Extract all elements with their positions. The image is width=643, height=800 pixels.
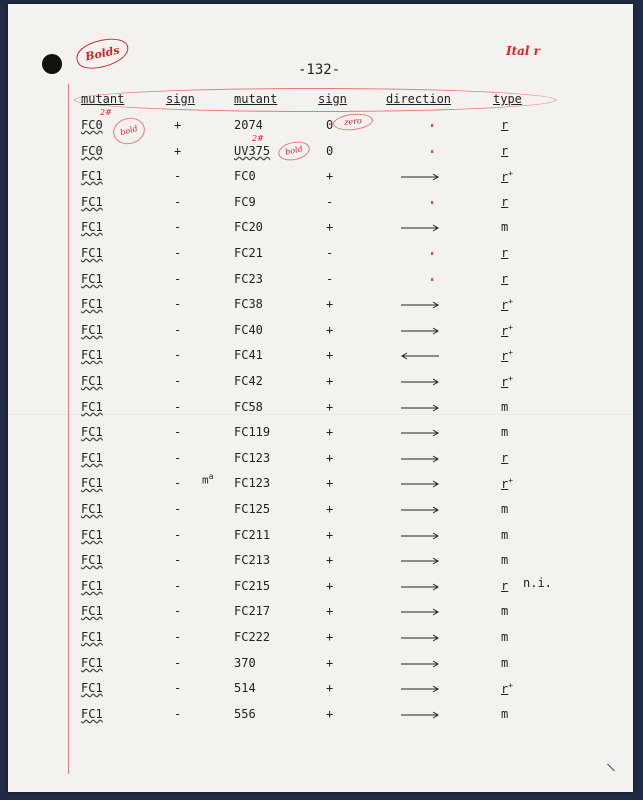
sup-mark-2: 2# (252, 134, 264, 143)
arrow-right-icon (400, 327, 440, 335)
sign-1-cell: - (174, 451, 182, 465)
type-cell (501, 272, 508, 286)
arrow-right-icon (400, 660, 440, 668)
arrow-right-icon (400, 506, 440, 514)
arrow-right-icon (400, 634, 440, 642)
mutant-2-cell: FC21 (234, 246, 263, 260)
type-value: r (501, 682, 509, 696)
mutant-1-cell: FC1 (81, 195, 103, 209)
mutant-1-cell: FC1 (81, 220, 103, 234)
sign-1-cell: - (174, 476, 182, 490)
sign-2-cell: + (326, 425, 334, 439)
red-dot-mark (431, 278, 433, 281)
header-sign-1: sign (166, 92, 195, 106)
mutant-1-cell: FC1 (81, 272, 103, 286)
arrow-right-icon (400, 608, 440, 616)
sign-2-cell: + (326, 348, 334, 362)
sign-2-cell: + (326, 502, 334, 516)
sign-1-cell: - (174, 323, 182, 337)
arrow-right-icon (400, 455, 440, 463)
sign-2-cell: + (326, 374, 334, 388)
document-page (8, 4, 633, 792)
mutant-1-cell: FC1 (81, 476, 103, 490)
type-value: r (501, 451, 509, 465)
sign-1-cell: - (174, 681, 182, 695)
mutant-1-cell: FC1 (81, 169, 103, 183)
mutant-2-cell: FC215 (234, 579, 271, 593)
mutant-2-cell: FC0 (234, 169, 256, 183)
handwritten-ital-note: Ital r (506, 44, 540, 58)
arrow-right-icon (400, 429, 440, 437)
type-cell (501, 220, 508, 234)
mutant-2-cell: FC222 (234, 630, 271, 644)
mutant-2-cell: 370 (234, 656, 256, 670)
page-number: -132- (298, 62, 341, 78)
mutant-2-cell: FC217 (234, 604, 271, 618)
type-value: m (501, 630, 509, 644)
mutant-1-cell: FC1 (81, 502, 103, 516)
mutant-1-cell: FC1 (81, 400, 103, 414)
sign-1-cell: - (174, 502, 182, 516)
mutant-2-cell: FC9 (234, 195, 256, 209)
arrow-right-icon (400, 404, 440, 412)
type-value: r (501, 118, 509, 132)
type-value: r (501, 170, 509, 184)
type-value: r (501, 272, 509, 286)
ma-annotation (202, 472, 213, 487)
type-cell (501, 118, 508, 132)
mutant-2-cell: 2074 (234, 118, 263, 132)
mutant-1-cell: FC1 (81, 297, 103, 311)
sign-2-cell: - (326, 272, 334, 286)
sign-2-cell: + (326, 220, 334, 234)
type-superscript: + (508, 681, 514, 690)
sign-1-cell: - (174, 604, 182, 618)
mutant-1-cell: FC1 (81, 579, 103, 593)
mutant-2-cell: FC211 (234, 528, 271, 542)
type-value: m (501, 220, 509, 234)
type-value: r (501, 144, 509, 158)
ni-note: n.i. (523, 576, 552, 590)
red-dot-mark (431, 201, 433, 204)
type-cell (501, 323, 513, 338)
sign-1-cell: - (174, 553, 182, 567)
sign-1-cell: - (174, 348, 182, 362)
sign-1-cell: - (174, 169, 182, 183)
mutant-2-cell: FC40 (234, 323, 263, 337)
sign-1-cell: + (174, 144, 182, 158)
sign-1-cell: - (174, 707, 182, 721)
arrow-right-icon (400, 480, 440, 488)
type-value: r (501, 477, 509, 491)
mutant-1-cell: FC1 (81, 553, 103, 567)
mutant-1-cell: FC0 (81, 118, 103, 132)
type-cell (501, 374, 513, 389)
type-cell (501, 553, 508, 567)
arrow-right-icon (400, 685, 440, 693)
type-value: m (501, 707, 509, 721)
mutant-2-cell: UV375 (234, 144, 271, 158)
sign-2-cell: + (326, 451, 334, 465)
type-cell (501, 630, 508, 644)
sign-2-cell: + (326, 681, 334, 695)
header-red-oval (74, 88, 556, 112)
arrow-right-icon (400, 557, 440, 565)
type-value: r (501, 324, 509, 338)
type-value: r (501, 195, 509, 209)
type-value: m (501, 425, 509, 439)
mutant-1-cell: FC1 (81, 374, 103, 388)
mutant-1-cell: FC1 (81, 604, 103, 618)
sup-mark-1: 2# (100, 108, 112, 117)
ma-superscript: a (208, 472, 214, 481)
sign-1-cell: - (174, 374, 182, 388)
mutant-2-cell: FC123 (234, 451, 271, 465)
sign-1-cell: - (174, 579, 182, 593)
zero-circle-note: zero (332, 112, 373, 132)
header-sign-2: sign (318, 92, 347, 106)
mutant-2-cell: 514 (234, 681, 256, 695)
type-value: r (501, 375, 509, 389)
red-dot-mark (431, 124, 433, 127)
type-cell (501, 579, 508, 593)
sign-2-cell: + (326, 553, 334, 567)
sign-2-cell: + (326, 579, 334, 593)
sign-2-cell: + (326, 400, 334, 414)
sign-1-cell: - (174, 630, 182, 644)
arrow-right-icon (400, 224, 440, 232)
type-cell (501, 528, 508, 542)
type-cell (501, 400, 508, 414)
mutant-1-cell: FC1 (81, 630, 103, 644)
red-dot-mark (431, 252, 433, 255)
arrow-left-icon (400, 352, 440, 360)
sign-1-cell: - (174, 656, 182, 670)
arrow-right-icon (400, 532, 440, 540)
arrow-right-icon (400, 583, 440, 591)
header-mutant-1: mutant (81, 92, 125, 106)
sign-1-cell: - (174, 400, 182, 414)
type-value: m (501, 604, 509, 618)
sign-2-cell: + (326, 476, 334, 490)
type-cell (501, 656, 508, 670)
arrow-right-icon (400, 378, 440, 386)
mutant-1-cell: FC1 (81, 348, 103, 362)
sign-2-cell: + (326, 528, 334, 542)
sign-2-cell: + (326, 169, 334, 183)
type-cell (501, 297, 513, 312)
header-direction: direction (386, 92, 452, 106)
mutant-1-cell: FC1 (81, 707, 103, 721)
sign-1-cell: + (174, 118, 182, 132)
header-type: type (493, 92, 522, 106)
sign-2-cell: + (326, 630, 334, 644)
mutant-1-cell: FC1 (81, 656, 103, 670)
sign-2-cell: + (326, 297, 334, 311)
mutant-1-cell: FC1 (81, 425, 103, 439)
type-value: r (501, 579, 509, 593)
type-cell (501, 144, 508, 158)
sign-1-cell: - (174, 220, 182, 234)
mutant-2-cell: FC20 (234, 220, 263, 234)
type-superscript: + (508, 297, 514, 306)
sign-2-cell: + (326, 656, 334, 670)
type-cell (501, 451, 508, 465)
blue-pen-mark (607, 764, 615, 772)
mutant-2-cell: FC123 (234, 476, 271, 490)
red-margin-line (68, 84, 69, 774)
mutant-1-cell: FC1 (81, 681, 103, 695)
type-value: m (501, 528, 509, 542)
sign-2-cell: + (326, 707, 334, 721)
ma-text: m (202, 473, 209, 487)
sign-2-cell: - (326, 246, 334, 260)
bold-circle-note-1: bold (110, 114, 148, 147)
type-superscript: + (508, 323, 514, 332)
sign-2-cell: + (326, 323, 334, 337)
red-dot-mark (431, 150, 433, 153)
mutant-2-cell: FC119 (234, 425, 271, 439)
sign-1-cell: - (174, 195, 182, 209)
handwritten-bolds-note: Bolds (74, 35, 131, 72)
type-value: m (501, 400, 509, 414)
mutant-1-cell: FC1 (81, 451, 103, 465)
type-cell (501, 681, 513, 696)
mutant-2-cell: FC23 (234, 272, 263, 286)
mutant-2-cell: 556 (234, 707, 256, 721)
sign-2-cell: - (326, 195, 334, 209)
mutant-2-cell: FC125 (234, 502, 271, 516)
sign-2-cell: + (326, 604, 334, 618)
type-cell (501, 476, 513, 491)
sign-1-cell: - (174, 528, 182, 542)
type-value: r (501, 349, 509, 363)
mutant-1-cell: FC0 (81, 144, 103, 158)
type-superscript: + (508, 374, 514, 383)
mutant-2-cell: FC38 (234, 297, 263, 311)
mutant-2-cell: FC213 (234, 553, 271, 567)
type-superscript: + (508, 476, 514, 485)
type-cell (501, 348, 513, 363)
type-value: m (501, 502, 509, 516)
type-cell (501, 707, 508, 721)
mutant-1-cell: FC1 (81, 528, 103, 542)
sign-1-cell: - (174, 297, 182, 311)
sign-1-cell: - (174, 425, 182, 439)
type-cell (501, 246, 508, 260)
mutant-1-cell: FC1 (81, 246, 103, 260)
mutant-2-cell: FC41 (234, 348, 263, 362)
punch-hole (42, 54, 62, 74)
type-cell (501, 502, 508, 516)
header-mutant-2: mutant (234, 92, 278, 106)
type-superscript: + (508, 169, 514, 178)
sign-2-cell: 0 (326, 118, 334, 132)
sign-2-cell: 0 (326, 144, 334, 158)
type-value: m (501, 553, 509, 567)
bold-circle-note-2: bold (276, 139, 311, 163)
mutant-2-cell: FC42 (234, 374, 263, 388)
type-value: r (501, 246, 509, 260)
type-cell (501, 195, 508, 209)
arrow-right-icon (400, 301, 440, 309)
mutant-1-cell: FC1 (81, 323, 103, 337)
type-cell (501, 425, 508, 439)
type-value: r (501, 298, 509, 312)
type-superscript: + (508, 348, 514, 357)
type-value: m (501, 656, 509, 670)
type-cell (501, 604, 508, 618)
arrow-right-icon (400, 711, 440, 719)
sign-1-cell: - (174, 272, 182, 286)
mutant-2-cell: FC58 (234, 400, 263, 414)
type-cell (501, 169, 513, 184)
sign-1-cell: - (174, 246, 182, 260)
arrow-right-icon (400, 173, 440, 181)
paper-fold (8, 414, 633, 416)
